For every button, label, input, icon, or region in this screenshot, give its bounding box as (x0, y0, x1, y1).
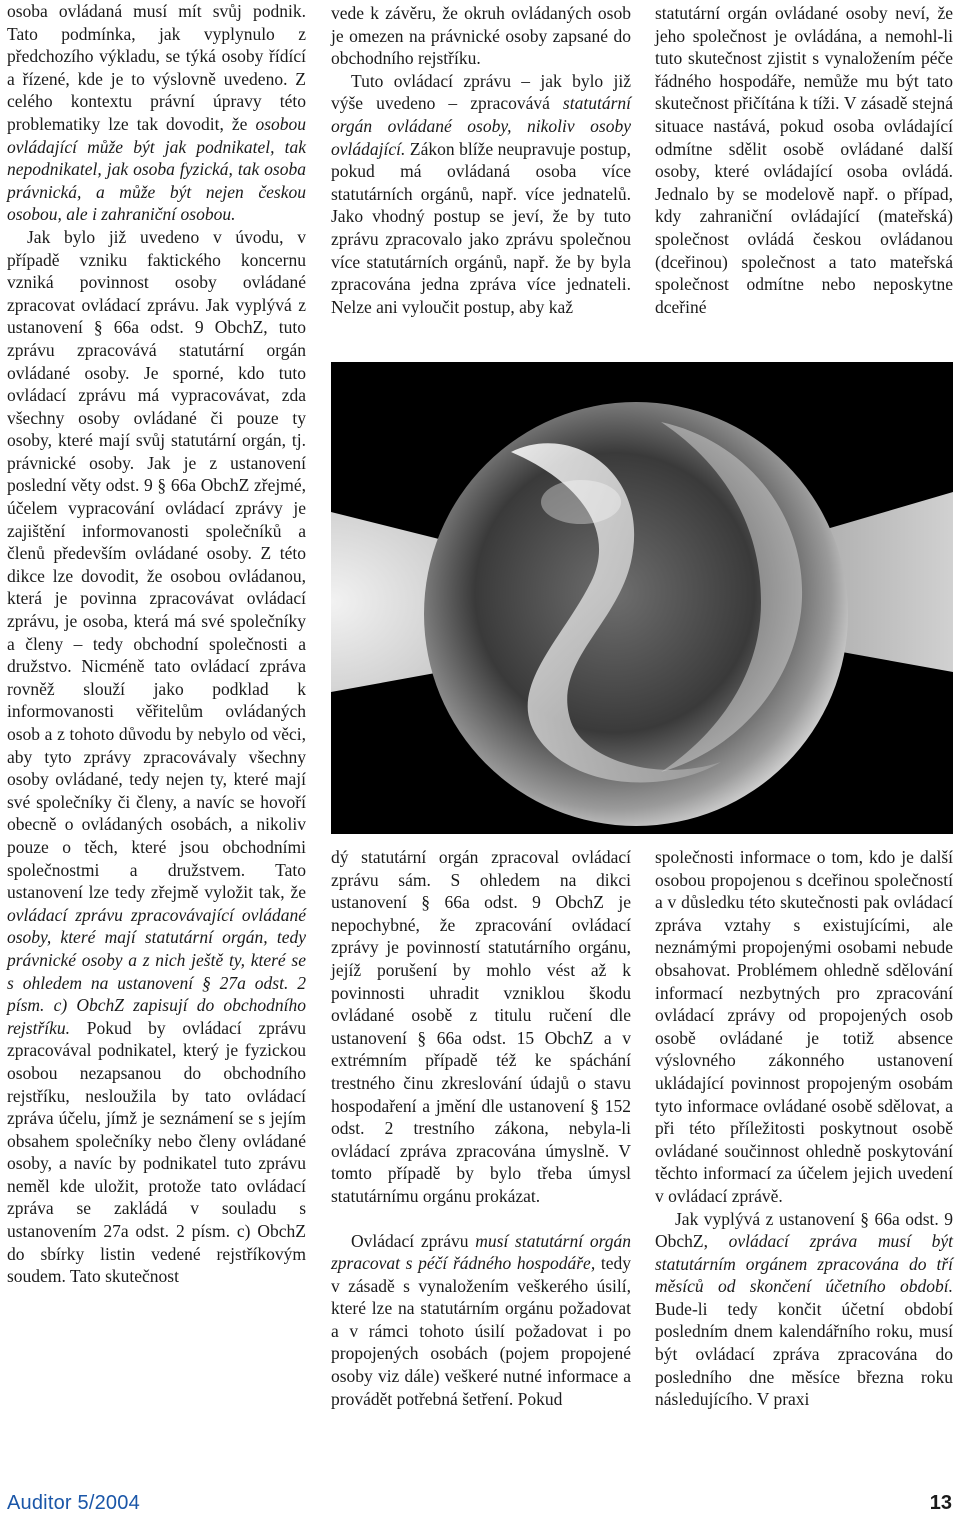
text-column-right-top (655, 2, 953, 360)
paragraph-text: Ovládací zprávu (351, 1230, 476, 1251)
paragraph (331, 1230, 631, 1411)
text-column-middle-top (331, 2, 631, 360)
paragraph (7, 0, 306, 226)
publication-name: Auditor 5/2004 (7, 1492, 140, 1514)
paragraph-text: Jak bylo již uvedeno v úvodu, v případě vzniku faktického koncernu vzniká povinnost osoby ovládané zpracovat ovládací zprávu. Jak vyplývá z ustanovení § 66a odst. 9 ObchZ, tuto zprávu zpracovává statutární orgán ovládané osoby. Je sporné, kdo tuto ovládací zprávu má vypracovávat, zda všechny osoby ovládané či pouze ty osoby, které mají svůj statutární orgán, tj. právnické osoby. Jak je z ustanovení poslední věty odst. 9 § 66a ObchZ zřejmé, účelem vypracování ovládací zprávy je zajištění informovanosti společníků a členů především ovládané osoby. Z této dikce lze dovodit, že osobou ovládanou, která je povinna zpracovávat ovládací zprávu, je osoba, která má své společníky a členy – tedy obchodní společnosti a družstvo. Nicméně tato ovládací zpráva rovněž slouží jako podklad k informovanosti věřitelům ovládaných osob a z tohoto důvodu by nebylo od věci, aby tyto zprávy zpracovávaly všechny osoby ovládané, tedy nejen ty, které mají své společníky či členy, a navíc se hovoří obecně o ovládaných osobách, a nikoliv pouze o těch, které jsou obchodními společnostmi a družstvem. Tato ustanovení lze tedy zřejmě vyložit tak, že (7, 226, 306, 903)
paragraph-text: společnosti informace o tom, kdo je další osobou propojenou s dceřinou společností a v důsledku této skutečnosti pak ovládací zpráva vztahy s existujícími, ale neznámými propojenými osobami nebude obsahovat. Problémem ohledně sdělování informací nezbytných pro zpracování ovládací zprávy od propojených osob osobě ovládané je totiž absence výslovného zákonného ustanovení ukládající povinnost propojeným osobám tyto informace ovládané osobě sdělovat, a při této příležitosti poskytnout osobě ovládané součinnost ohledně poskytování těchto informací za účelem jejich uvedení v ovládací zprávě. (655, 847, 953, 1206)
sphere-artwork (331, 362, 953, 834)
paragraph (331, 70, 631, 319)
paragraph (655, 846, 953, 1208)
paragraph-text: Jak vyplývá z ustanovení § 66a odst. 9 ObchZ, (655, 1208, 953, 1252)
paragraph-italic: musí statutární orgán zpracovat s péčí řádného hospodáře, (331, 1230, 632, 1274)
paragraph (655, 2, 953, 318)
paragraph-text: Tuto ovládací zprávu – jak bylo již výše uvedeno – zpracovává (331, 70, 631, 114)
text-column-left (7, 0, 306, 1470)
paragraph-text: statutární orgán ovládané osoby neví, že jeho společnost je ovládána, a nemohl-li tuto skutečnost zjistit s vynaložením péče řádného hospodáře, nemůže mu být tato skutečnost přičítána k tíži. V zásadě stejná situace nastává, pokud osoba ovládající odmítne sdělit osobě ovládané další osoby, které ovládající osoba ovládá. Jednalo by se modelově např. o případ, kdy zahraniční ovládající (mateřská) společnost ovládá českou ovládanou (dceřinou) společnost a tato mateřská společnost odmítne nebo neposkytne dceřiné (655, 3, 953, 317)
text-column-middle-bottom (331, 846, 631, 1476)
page-number: 13 (929, 1492, 952, 1514)
paragraph (7, 226, 306, 1288)
paragraph-text: vede k závěru, že okruh ovládaných osob je omezen na právnické osoby zapsané do obchodního rejstříku. (331, 3, 631, 69)
paragraph-italic: osobou ovládající může být jak podnikatel, tak nepodnikatel, jak osoba fyzická, tak osoba právnická, a může být nejen českou osobou, ale i zahraniční osobou. (7, 113, 306, 225)
paragraph-text: tedy v zásadě s vynaložením veškerého úsilí, které lze na statutárním orgánu požadovat a v rámci tohoto úsilí požadovat i po propojených osobách (pojem propojené osoby viz dále) veškeré nutné informace a provádět potřebná šetření. Pokud (331, 1253, 631, 1409)
illustration-glass-sphere (331, 362, 953, 834)
paragraph-text: osoba ovládaná musí mít svůj podnik. Tato podmínka, jak vyplynulo z předchozího výkladu, se týká osoby řídící a řízené, kde je to výslovně uvedeno. Z celého kontextu právní úpravy této problematiky lze tak dovodit, že (7, 1, 306, 134)
paragraph (655, 1208, 953, 1411)
paragraph-italic: ovládací zprávu zpracovávající ovládané osoby, které mají statutární orgán, tedy právnické osoby a z nich ještě ty, které se s ohledem na ustanovení § 27a odst. 2 písm. c) ObchZ zapisují do obchodního rejstříku. (7, 904, 306, 1038)
paragraph-text: dý statutární orgán zpracoval ovládací zprávu sám. S ohledem na dikci ustanovení § 66a odst. 9 ObchZ je nepochybné, že zpracování ovládací zprávy je povinností statutárního orgánu, jejíž porušení by mohlo vést až k povinnosti uhradit vzniklou škodu ovládané osobě z titulu ručení dle ustanovení § 66a odst. 15 ObchZ a v extrémním případě též ke spáchání trestného činu zkreslování údajů o stavu hospodaření a jmění dle ustanovení § 152 odst. 2 trestního zákona, nebyla-li ovládací zpráva zpracována úmyslně. V tomto případě by bylo třeba úmysl statutárnímu orgánu prokázat. (331, 847, 631, 1206)
text-column-right-bottom (655, 846, 953, 1476)
paragraph-text: Pokud by ovládací zprávu zpracovával podnikatel, který je fyzickou osobou nezapsanou do obchodního rejstříku, nesloužila by tato ovládací zpráva účelu, jímž je seznámení se s jejím obsahem společníky nebo členy ovládané osoby, a navíc by podnikatel tuto zprávu neměl kde uložit, protože tato ovládací zpráva se zakládá v souladu s ustanovením 27a odst. 2 písm. c) ObchZ do sbírky listin vedené rejstříkovým soudem. Tato skutečnost (7, 1017, 306, 1287)
paragraph-italic: ovládací zpráva musí být statutárním orgánem zpracována do tří měsíců od skončení účetního období. (655, 1231, 953, 1297)
paragraph (331, 846, 631, 1208)
paragraph-text: Zákon blíže neupravuje postup, pokud má ovládaná osoba více statutárních orgánů, např. více jednatelů. Jako vhodný postup se jeví, že by tuto zprávu zpracovalo jako zprávu společnou více statutárních orgánů, např. že by byla zpracována jedna zpráva více jednateli. Nelze ani vyloučit postup, aby kaž (331, 138, 631, 317)
paragraph-text: Bude-li tedy končit účetní období posledním dnem kalendářního roku, musí být ovládací zpráva zpracována do posledního dne měsíce března roku následujícího. V praxi (655, 1298, 953, 1410)
specular-highlight (541, 480, 621, 524)
paragraph-italic: statutární orgán ovládané osoby, nikoliv osoby ovládající. (331, 93, 631, 159)
paragraph (331, 2, 631, 70)
